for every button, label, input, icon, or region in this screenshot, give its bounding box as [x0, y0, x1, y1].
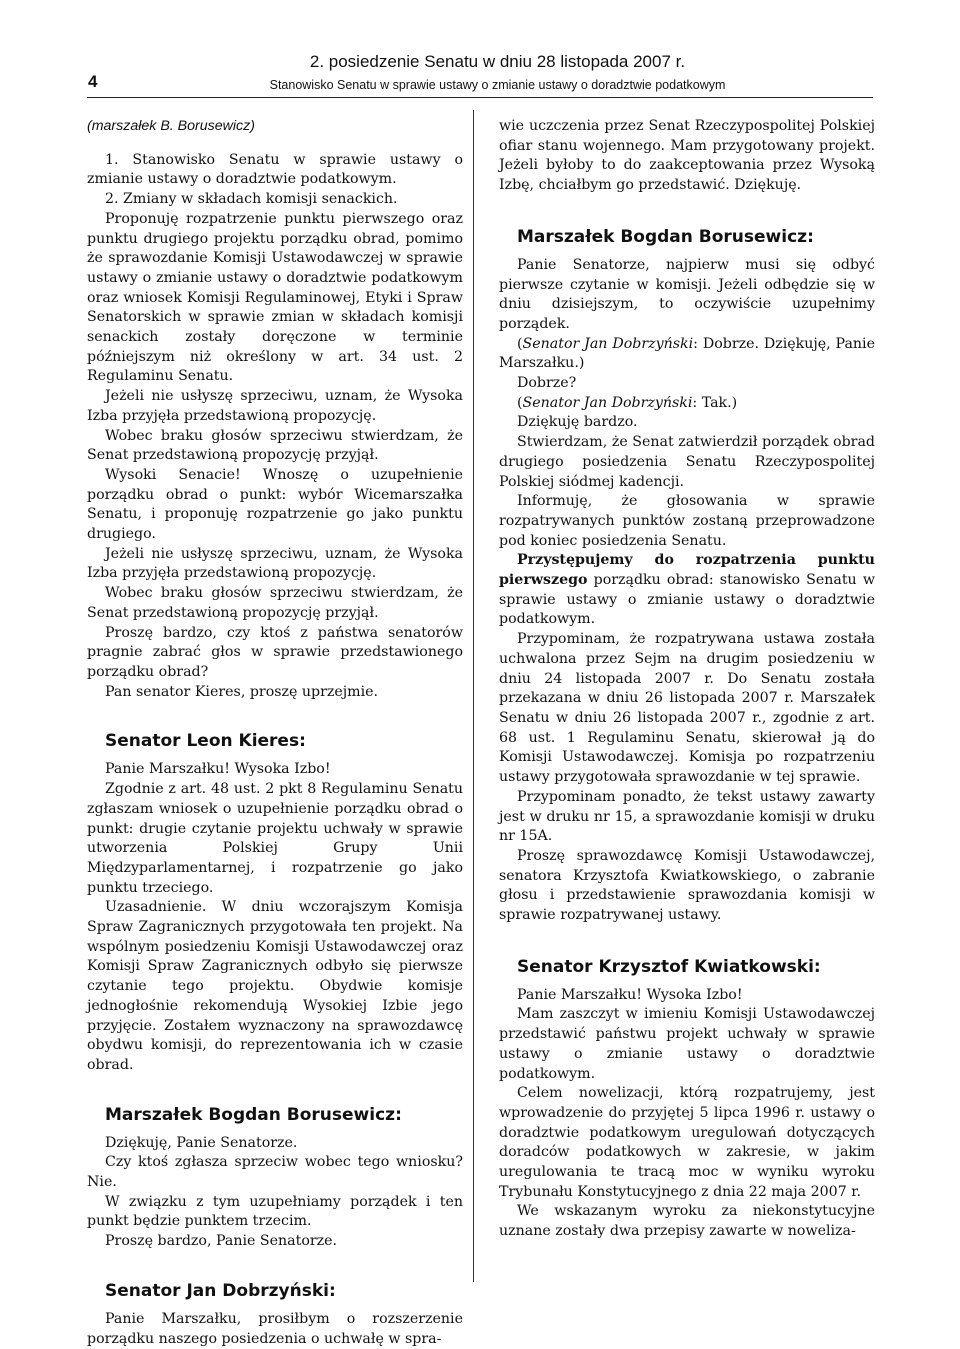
interjection-speaker: Senator Jan Dobrzyński: [522, 335, 694, 352]
agenda-item-text: porządku obrad: stanowisko Senatu w sprawie ustawy o zmianie ustawy o doradztwie podatkowym.: [499, 572, 875, 628]
paragraph: We wskazanym wyroku za niekonstytucyjne uznane zostały dwa przepisy zawarte w noweliza-: [499, 1203, 875, 1240]
interjection-open: (: [517, 394, 523, 411]
paragraph: Przypominam, że rozpatrywana ustawa została uchwalona przez Sejm na drugim posiedzeniu w dniu 24 listopada 2007 r. Do Senatu została przekazana w dniu 26 listopada 2007 r. Marszałek Senatu w dniu 26 listopada 2007 r., zgodnie z art. 68 ust. 1 Regulaminu Senatu, skierował ją do Komisji Ustawodawczej. Komisja po rozpatrzeniu ustawy przygotowała sprawozdanie w tej sprawie.: [499, 631, 875, 786]
speaker-heading: Senator Jan Dobrzyński:: [105, 1280, 336, 1301]
paragraph: Proszę sprawozdawcę Komisji Ustawodawczej, senatora Krzysztofa Kwiatkowskiego, o zabranie głosu i przedstawienie sprawozdania komisji w sprawie rozpatrywanej ustawy.: [499, 847, 875, 924]
header-divider: [87, 97, 873, 98]
interjection-text: : Tak.): [692, 394, 738, 411]
paragraph: wie uczczenia przez Senat Rzeczypospolitej Polskiej ofiar stanu wojennego. Mam przygotowany projekt. Jeżeli byłoby to do zaakceptowania przez Wysoką Izbę, chciałbym go przedstawić. Dziękuję.: [499, 118, 875, 194]
right-column: [499, 117, 875, 1242]
paragraph: Proszę bardzo, Panie Senatorze.: [105, 1233, 338, 1250]
paragraph: Informuję, że głosowania w sprawie rozpatrywanych punktów zostaną przeprowadzone pod koniec posiedzenia Senatu.: [499, 493, 875, 549]
paragraph: Wysoki Senacie! Wnoszę o uzupełnienie porządku obrad o punkt: wybór Wicemarszałka Senatu, i proponuję rozpatrzenie go jako punktu drugiego.: [87, 466, 463, 543]
paragraph: Panie Senatorze, najpierw musi się odbyć pierwsze czytanie w komisji. Jeżeli odbędzie się w dniu dzisiejszym, to oczywiście uzupełnimy porządek.: [499, 256, 875, 332]
speaker-heading: Marszałek Bogdan Borusewicz:: [105, 1104, 402, 1125]
paragraph: Wobec braku głosów sprzeciwu stwierdzam, że Senat przedstawioną propozycję przyjął.: [87, 585, 463, 621]
paragraph: [499, 551, 875, 630]
column-divider: [473, 110, 474, 1282]
paragraph: Panie Marszałku! Wysoka Izbo!: [517, 986, 743, 1003]
paragraph: Uzasadnienie. W dniu wczorajszym Komisja Spraw Zagranicznych przygotowała ten projekt. Na wspólnym posiedzeniu Komisji Ustawodawczej oraz Komisji Spraw Zagranicznych odbyło się pierwsze czytanie tego projektu. Obydwie komisje jednogłośnie rekomendują Wysokiej Izbie jego przyjęcie. Zostałem wyznaczony na sprawozdawcę obydwu komisji, do reprezentowania ich w czasie obrad.: [87, 899, 463, 1073]
paragraph: Czy ktoś zgłasza sprzeciw wobec tego wniosku? Nie.: [87, 1154, 463, 1191]
left-column: [87, 117, 463, 1349]
speaker-heading: Senator Krzysztof Kwiatkowski:: [517, 956, 821, 977]
paragraph: Proponuję rozpatrzenie punktu pierwszego oraz punktu drugiego projektu porządku obrad, pomimo że sprawozdanie Komisji Ustawodawczej w sprawie ustawy o zmianie ustawy o doradztwie podatkowym oraz wniosek Komisji Regulaminowej, Etyki i Spraw Senatorskich w sprawie zmian w składach komisji senackich zostały doręczone w terminie późniejszym niż określony w art. 34 ust. 2 Regulaminu Senatu.: [87, 210, 463, 385]
paragraph: Dziękuję bardzo.: [517, 414, 638, 431]
running-header-title: 2. posiedzenie Senatu w dniu 28 listopada 2007 r.: [309, 52, 686, 71]
speaker-continuation: (marszałek B. Borusewicz): [87, 118, 255, 134]
interjection: [499, 335, 875, 374]
paragraph: Panie Marszałku, prosiłbym o rozszerzenie porządku naszego posiedzenia o uchwałę w spra-: [87, 1310, 463, 1347]
paragraph: Pan senator Kieres, proszę uprzejmie.: [105, 683, 379, 700]
page-number: 4: [88, 72, 98, 91]
speaker-heading: Marszałek Bogdan Borusewicz:: [517, 226, 814, 247]
paragraph: 1. Stanowisko Senatu w sprawie ustawy o zmianie ustawy o doradztwie podatkowym.: [87, 151, 463, 188]
paragraph: 2. Zmiany w składach komisji senackich.: [105, 191, 398, 208]
paragraph: W związku z tym uzupełniamy porządek i ten punkt będzie punktem trzecim.: [87, 1193, 463, 1230]
interjection-speaker: Senator Jan Dobrzyński: [522, 394, 693, 411]
interjection-open: (: [517, 335, 523, 352]
paragraph: Jeżeli nie usłyszę sprzeciwu, uznam, że Wysoka Izba przyjęła przedstawioną propozycję.: [87, 545, 463, 582]
paragraph: Panie Marszałku! Wysoka Izbo!: [105, 761, 331, 778]
paragraph: Dziękuję, Panie Senatorze.: [105, 1134, 298, 1151]
paragraph: Proszę bardzo, czy ktoś z państwa senatorów pragnie zabrać głos w sprawie przedstawionego porządku obrad?: [87, 624, 463, 680]
paragraph: Zgodnie z art. 48 ust. 2 pkt 8 Regulaminu Senatu zgłaszam wniosek o uzupełnienie porządku obrad o punkt: drugie czytanie projektu uchwały w sprawie utworzenia Polskiej Grupy Unii Międzyparlamentarnej, i rozpatrzenie go jako punktu trzeciego.: [87, 781, 463, 896]
interjection-text: : Dobrze. Dziękuję, Panie Marszałku.): [499, 335, 875, 372]
interjection: [499, 394, 875, 414]
paragraph: Przypominam ponadto, że tekst ustawy zawarty jest w druku nr 15, a sprawozdanie komisji w druku nr 15A.: [499, 788, 875, 845]
paragraph: Jeżeli nie usłyszę sprzeciwu, uznam, że Wysoka Izba przyjęła przedstawioną propozycję.: [87, 388, 463, 424]
running-header-subtitle: Stanowisko Senatu w sprawie ustawy o zmianie ustawy o doradztwie podatkowym: [269, 78, 726, 92]
paragraph: Wobec braku głosów sprzeciwu stwierdzam, że Senat przedstawioną propozycję przyjął.: [87, 427, 463, 464]
paragraph: Celem nowelizacji, którą rozpatrujemy, jest wprowadzenie do przyjętej 5 lipca 1996 r. ustawy o doradztwie podatkowym uregulowań dotyczących doradców podatkowych w zakresie, w jakim uregulowania te tracą moc w wyniku wyroku Trybunału Konstytucyjnego z dnia 22 maja 2007 r.: [499, 1085, 875, 1200]
agenda-item-lead: Przystępujemy do rozpatrzenia punktu pierwszego: [499, 552, 875, 589]
speaker-heading: Senator Leon Kieres:: [105, 731, 306, 752]
paragraph: Dobrze?: [517, 375, 577, 392]
paragraph: Stwierdzam, że Senat zatwierdził porządek obrad drugiego posiedzenia Senatu Rzeczypospolitej Polskiej siódmej kadencji.: [499, 434, 875, 490]
paragraph: Mam zaszczyt w imieniu Komisji Ustawodawczej przedstawić państwu projekt uchwały w sprawie ustawy o zmianie ustawy o doradztwie podatkowym.: [499, 1006, 875, 1082]
